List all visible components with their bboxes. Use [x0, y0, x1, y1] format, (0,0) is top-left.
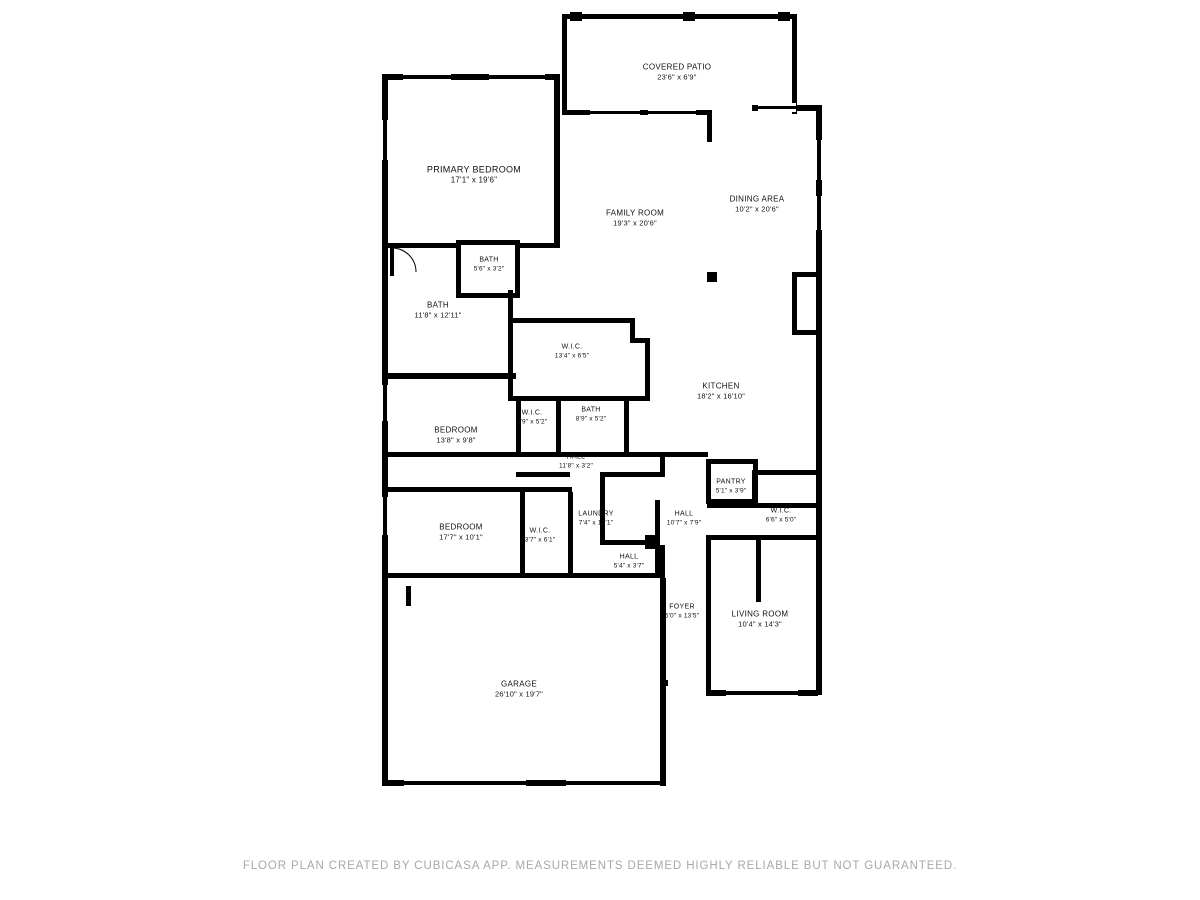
room-dimensions: 10'7" x 7'9": [666, 519, 702, 527]
room-dimensions: 13'4" x 6'5": [554, 352, 590, 360]
room-name: KITCHEN: [702, 381, 740, 391]
room-name: LIVING ROOM: [731, 609, 789, 619]
room-name: W.I.C.: [770, 507, 792, 515]
room-name: BATH: [581, 406, 601, 414]
footer-disclaimer: FLOOR PLAN CREATED BY CUBICASA APP. MEASUREMENTS DEEMED HIGHLY RELIABLE BUT NOT GUARANTEED.: [242, 860, 958, 872]
room-name: GARAGE: [500, 679, 538, 689]
room-dimensions: 7'4" x 10'1": [578, 519, 614, 527]
room-dimensions: 11'8" x 12'11": [414, 310, 462, 320]
room-name: PRIMARY BEDROOM: [426, 164, 522, 175]
room-dimensions: 3'7" x 6'1": [524, 536, 556, 544]
room-dimensions: 3'9" x 5'2": [516, 418, 548, 426]
room-name: HALL: [566, 453, 586, 461]
room-dimensions: 8'9" x 5'2": [575, 415, 607, 423]
room-dimensions: 10'4" x 14'3": [738, 619, 782, 629]
room-dimensions: 23'6" x 6'9": [657, 72, 697, 82]
room-dimensions: 10'2" x 20'6": [735, 204, 779, 214]
room-dimensions: 11'8" x 3'2": [559, 462, 593, 470]
room-name: PANTRY: [716, 478, 746, 486]
room-name: HALL: [674, 510, 694, 518]
room-name: BATH: [479, 256, 499, 264]
room-name: BATH: [427, 300, 449, 310]
room-name: W.I.C.: [529, 527, 551, 535]
room-name: W.I.C.: [521, 409, 543, 417]
room-dimensions: 26'10" x 19'7": [494, 689, 544, 699]
room-name: LAUNDRY: [578, 510, 614, 518]
room-name: W.I.C.: [561, 343, 583, 351]
room-name: DINING AREA: [729, 194, 785, 204]
room-dimensions: 5'4" x 3'7": [613, 562, 645, 570]
room-name: FOYER: [669, 603, 695, 611]
room-dimensions: 17'1" x 19'6": [450, 175, 498, 185]
room-dimensions: 6'6" x 5'0": [765, 516, 797, 524]
room-name: BEDROOM: [434, 425, 478, 435]
room-name: BEDROOM: [439, 522, 483, 532]
room-name: COVERED PATIO: [642, 62, 712, 72]
room-dimensions: 5'0" x 13'5": [664, 612, 700, 620]
room-name: FAMILY ROOM: [605, 208, 665, 218]
room-dimensions: 17'7" x 10'1": [439, 532, 483, 542]
room-dimensions: 18'2" x 16'10": [696, 391, 746, 401]
room-name: HALL: [619, 553, 639, 561]
room-dimensions: 19'3" x 20'6": [613, 218, 657, 228]
room-dimensions: 5'6" x 3'2": [473, 265, 505, 273]
room-dimensions: 5'1" x 3'9": [715, 487, 747, 495]
room-dimensions: 13'8" x 9'8": [436, 435, 476, 445]
